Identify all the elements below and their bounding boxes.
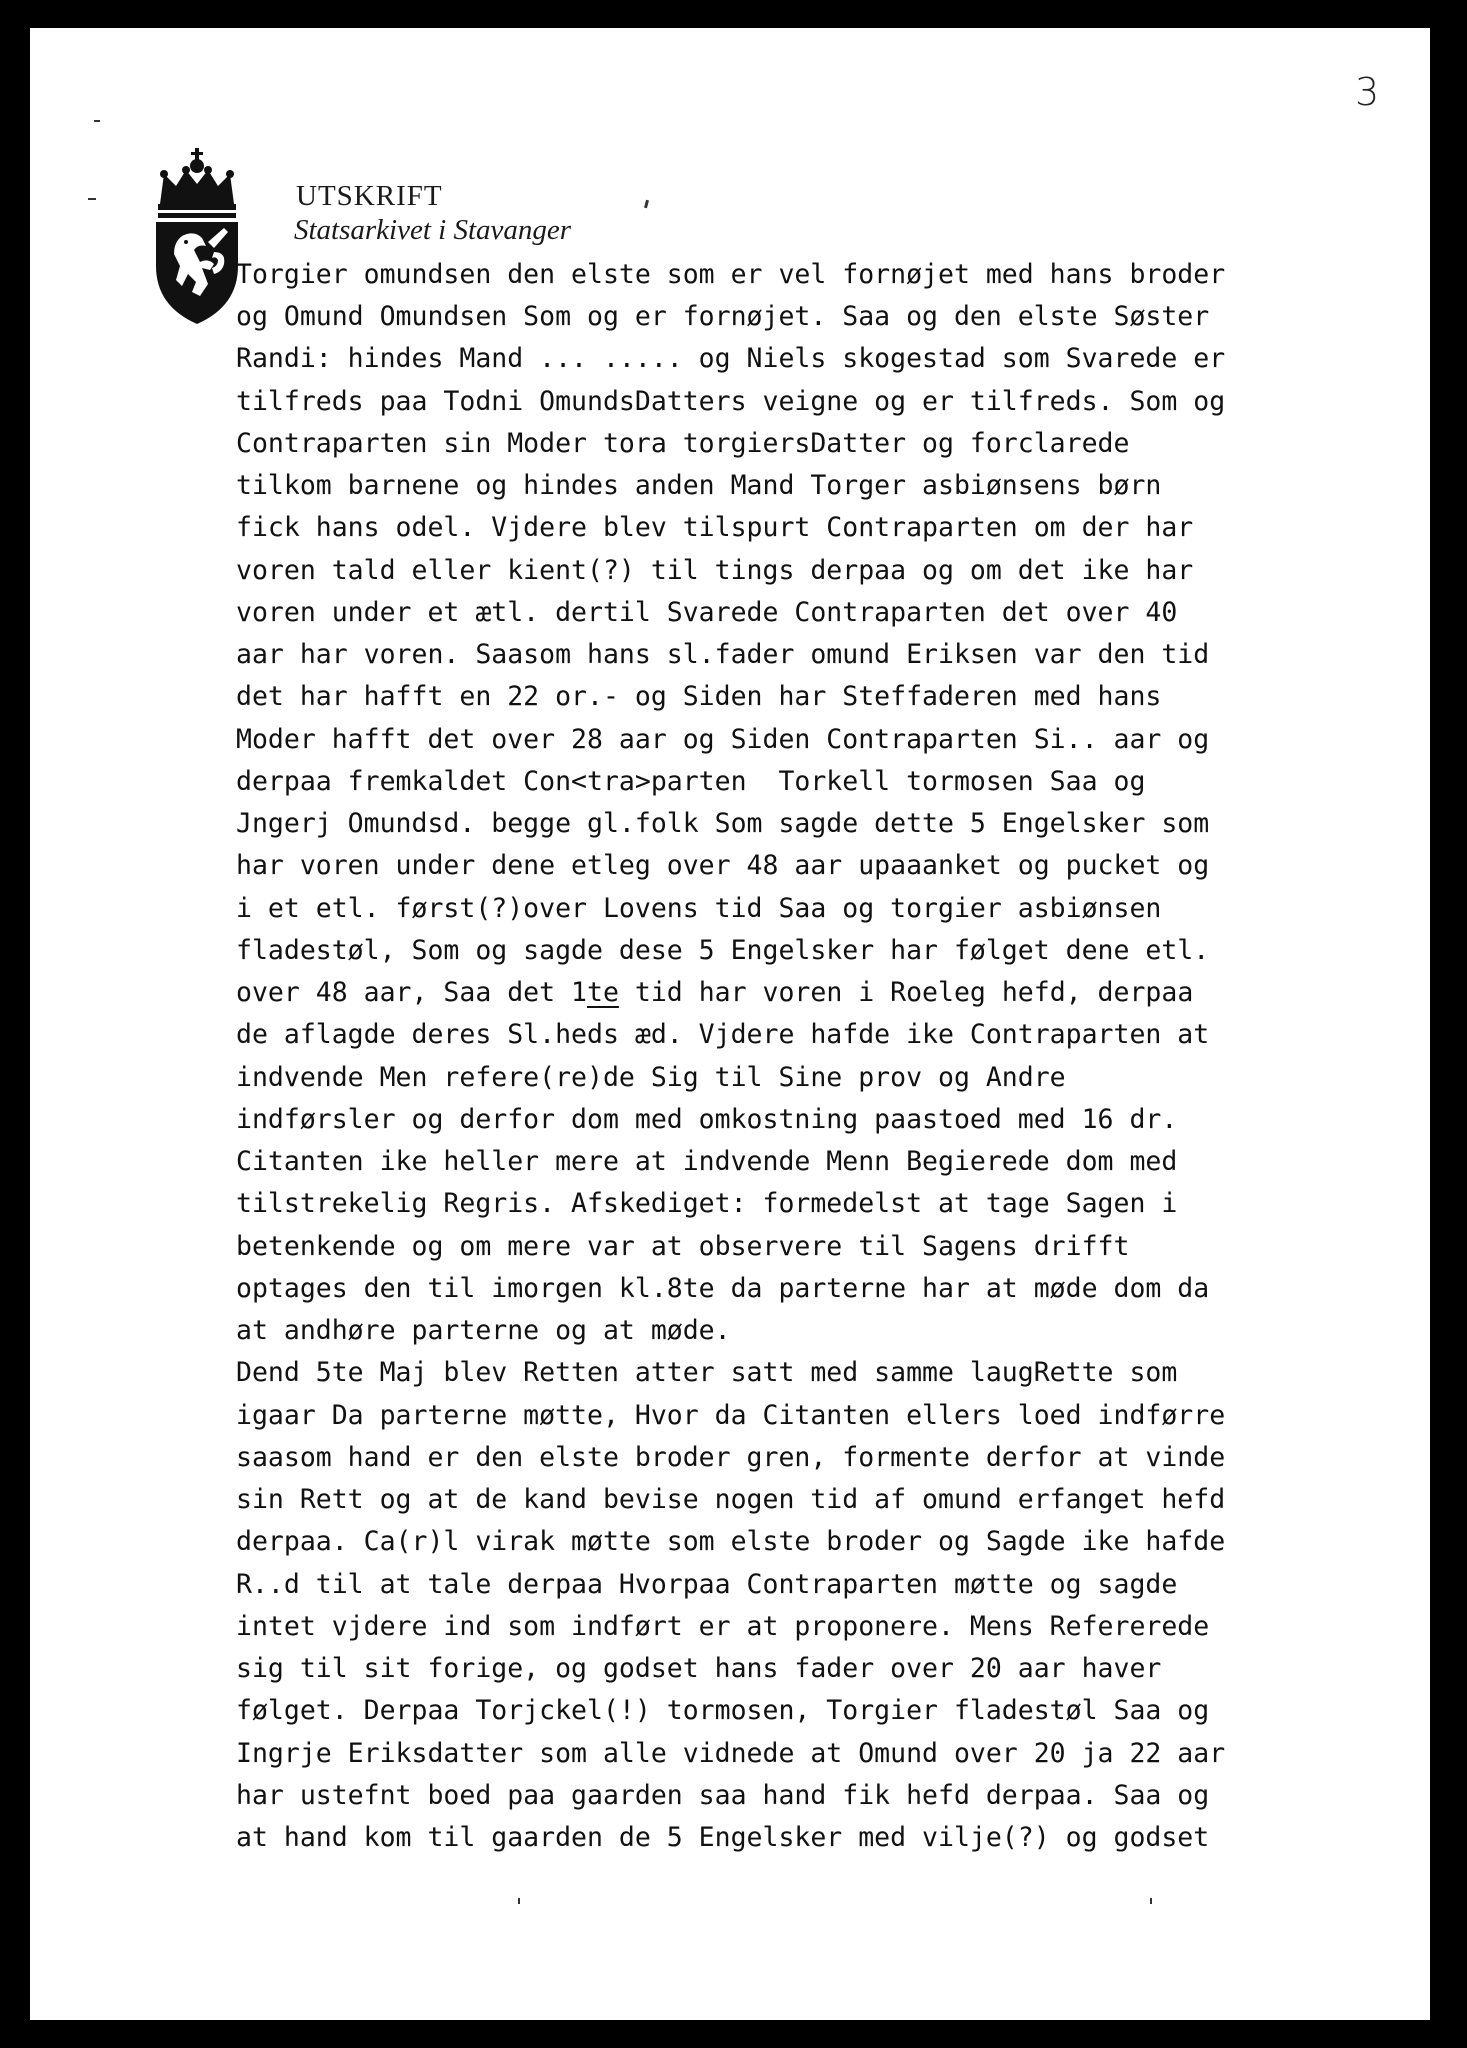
text-line: derpaa. Ca(r)l virak møtte som elste broder og Sagde ike hafde (236, 1526, 1226, 1557)
page-number: 3 (1355, 70, 1380, 114)
text-line: og Omund Omundsen Som og er fornøjet. Saa og den elste Søster (236, 301, 1210, 332)
text-line: Moder hafft det over 28 aar og Siden Contraparten Si.. aar og (236, 724, 1210, 755)
text-line: følget. Derpaa Torjckel(!) tormosen, Torgier fladestøl Saa og (236, 1695, 1210, 1726)
text-line: de aflagde deres Sl.heds æd. Vjdere hafde ike Contraparten at (236, 1019, 1210, 1050)
text-line: aar har voren. Saasom hans sl.fader omund Eriksen var den tid (236, 639, 1210, 670)
text-line: sig til sit forige, og godset hans fader over 20 aar haver (236, 1653, 1162, 1684)
text-line: det har hafft en 22 or.- og Siden har Steffaderen med hans (236, 681, 1162, 712)
text-line: intet vjdere ind som indført er at proponere. Mens Refererede (236, 1611, 1210, 1642)
text-line: Randi: hindes Mand ... ..... og Niels skogestad som Svarede er (236, 343, 1226, 374)
text-line: sin Rett og at de kand bevise nogen tid af omund erfanget hefd (236, 1484, 1226, 1515)
text-line: fick hans odel. Vjdere blev tilspurt Contraparten om der har (236, 512, 1194, 543)
stamp-title: UTSKRIFT (296, 180, 443, 212)
text-line: at andhøre parterne og at møde. (236, 1315, 731, 1346)
text-line: igaar Da parterne møtte, Hvor da Citanten ellers loed indførre (236, 1400, 1226, 1431)
text-line: har voren under dene etleg over 48 aar upaaanket og pucket og (236, 850, 1210, 881)
text-line: Citanten ike heller mere at indvende Menn Begierede dom med (236, 1146, 1178, 1177)
text-line: Dend 5te Maj blev Retten atter satt med samme laugRette som (236, 1357, 1178, 1388)
text-line: tilkom barnene og hindes anden Mand Torger asbiønsens børn (236, 470, 1162, 501)
text-line: saasom hand er den elste broder gren, formente derfor at vinde (236, 1442, 1226, 1473)
text-line: optages den til imorgen kl.8te da parterne har at møde dom da (236, 1273, 1210, 1304)
text-line: indvende Men refere(re)de Sig til Sine prov og Andre (236, 1062, 1066, 1093)
text-line: Torgier omundsen den elste som er vel fornøjet med hans broder (236, 259, 1226, 290)
underlined-ordinal: te (587, 977, 619, 1008)
text-line (236, 978, 1193, 1008)
text-line: R..d til at tale derpaa Hvorpaa Contraparten møtte og sagde (236, 1569, 1178, 1600)
text-line: voren under et ætl. dertil Svarede Contraparten det over 40 (236, 597, 1178, 628)
text-line: fladestøl, Som og sagde dese 5 Engelsker har følget dene etl. (236, 935, 1210, 966)
text-line: voren tald eller kient(?) til tings derpaa og om det ike har (236, 555, 1194, 586)
text-segment: tid har voren i Roeleg hefd, derpaa (618, 977, 1194, 1008)
text-line: Contraparten sin Moder tora torgiersDatter og forclarede (236, 428, 1130, 459)
transcript-text (30, 28, 1430, 2020)
text-line: har ustefnt boed paa gaarden saa hand fik hefd derpaa. Saa og (236, 1780, 1210, 1811)
text-line: betenkende og om mere var at observere til Sagens drifft (236, 1231, 1130, 1262)
text-line: indførsler og derfor dom med omkostning paastoed med 16 dr. (236, 1104, 1178, 1135)
text-line: derpaa fremkaldet Con<tra>parten Torkell tormosen Saa og (236, 766, 1146, 797)
text-line: i et etl. først(?)over Lovens tid Saa og torgier asbiønsen (236, 893, 1162, 924)
document-page (30, 28, 1430, 2020)
stamp-subtitle: Statsarkivet i Stavanger (294, 214, 572, 246)
text-line: Ingrje Eriksdatter som alle vidnede at Omund over 20 ja 22 aar (236, 1738, 1226, 1769)
text-line: Jngerj Omundsd. begge gl.folk Som sagde dette 5 Engelsker som (236, 808, 1210, 839)
text-line: tilstrekelig Regris. Afskediget: formedelst at tage Sagen i (236, 1188, 1178, 1219)
text-line: tilfreds paa Todni OmundsDatters veigne og er tilfreds. Som og (236, 386, 1226, 417)
text-segment: over 48 aar, Saa det 1 (236, 977, 587, 1008)
text-line: at hand kom til gaarden de 5 Engelsker med vilje(?) og godset (236, 1822, 1210, 1853)
